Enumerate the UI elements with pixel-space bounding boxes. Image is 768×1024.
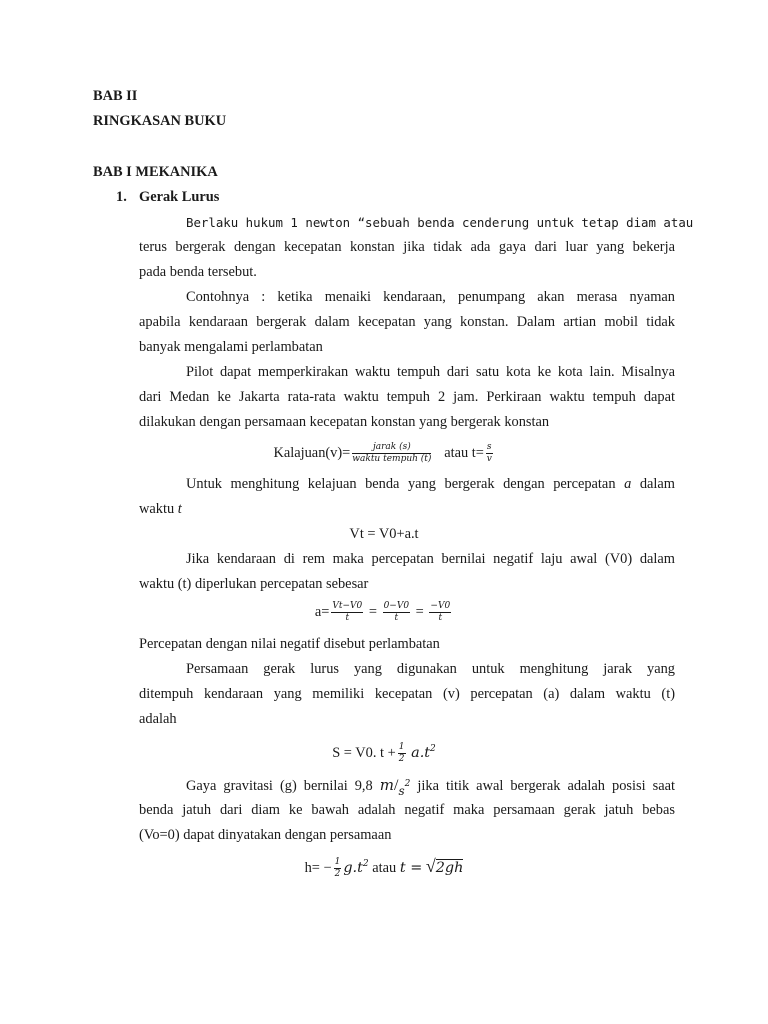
paragraph-8-text-a: Gaya gravitasi (g) bernilai 9,8: [186, 777, 373, 794]
time-fraction-numerator: s: [486, 442, 492, 453]
speed-fraction-denominator: waktu tempuh (t): [352, 454, 432, 465]
acceleration-fraction-1: [331, 602, 363, 623]
paragraph-2-line-3: banyak mengalami perlambatan: [139, 339, 323, 355]
paragraph-3-line-3: dilakukan dengan persamaan kecepatan konstan yang bergerak konstan: [139, 414, 550, 430]
distance-half-numerator: 1: [398, 741, 405, 752]
gravity-unit-s: s: [398, 783, 405, 798]
paragraph-8-text-b: jika titik awal bergerak adalah posisi saat: [417, 777, 675, 794]
square-root-icon: √: [425, 855, 436, 876]
summary-heading: RINGKASAN BUKU: [93, 113, 227, 129]
subsection-number: 1.: [116, 189, 127, 205]
paragraph-4-line-1: [186, 472, 675, 497]
paragraph-1-line-3: pada benda tersebut.: [139, 264, 257, 280]
paragraph-8-line-2: benda jatuh dari diam ke bawah adalah negatif maka persamaan gerak jatuh bebas: [139, 802, 675, 818]
acceleration-equation: [0, 600, 768, 625]
distance-exponent: 2: [430, 744, 436, 754]
time-fraction: [486, 443, 493, 464]
distance-term: a.t: [411, 744, 431, 761]
free-fall-or: atau: [372, 859, 397, 876]
paragraph-7-line-3: adalah: [139, 711, 177, 727]
gravity-unit-exponent: 2: [404, 779, 411, 789]
paragraph-4-variable-t: t: [177, 501, 182, 517]
paragraph-8-line-3: (Vo=0) dapat dinyatakan dengan persamaan: [139, 827, 392, 843]
paragraph-7-line-2: ditempuh kendaraan yang memiliki kecepatan (v) percepatan (a) dalam waktu (t): [139, 686, 675, 702]
chapter-heading: BAB II: [93, 88, 138, 104]
speed-equation-prefix: Kalajuan(v)=: [273, 445, 351, 461]
free-fall-prefix: h= −: [304, 859, 332, 876]
speed-fraction-numerator: jarak (s): [352, 443, 431, 454]
section-heading: BAB I MEKANIKA: [93, 164, 218, 180]
free-fall-term: g.t: [343, 859, 363, 876]
distance-equation: [0, 737, 768, 766]
acceleration-fraction-1-numerator: Vt−V0: [332, 601, 363, 612]
acceleration-equals-2: =: [415, 604, 424, 620]
acceleration-fraction-3: [429, 602, 451, 623]
paragraph-4-text-b: dalam: [639, 476, 675, 492]
paragraph-7-line-1: Persamaan gerak lurus yang digunakan untuk menghitung jarak yang: [186, 661, 675, 677]
gravity-unit-m: m: [379, 775, 394, 794]
paragraph-8-line-1: Gaya gravitasi (g) bernilai 9,8 $m/_s^2$ jika titik awal bergerak adalah posisi saat: [186, 775, 675, 798]
acceleration-fraction-1-denominator: t: [345, 613, 350, 624]
acceleration-fraction-2-denominator: t: [394, 613, 399, 624]
distance-half-denominator: 2: [398, 753, 405, 764]
paragraph-4-variable-a: a: [624, 476, 632, 492]
acceleration-fraction-2: [383, 602, 411, 623]
paragraph-4-text-c: waktu: [139, 501, 175, 517]
paragraph-4-line-2: [139, 497, 182, 522]
paragraph-6: Percepatan dengan nilai negatif disebut perlambatan: [139, 636, 440, 652]
speed-equation: [0, 441, 768, 466]
paragraph-1-line-2: terus bergerak dengan kecepatan konstan jika tidak ada gaya dari luar yang bekerja: [139, 239, 675, 255]
paragraph-3-line-1: Pilot dapat memperkirakan waktu tempuh dari satu kota ke kota lain. Misalnya: [186, 364, 675, 380]
free-fall-t-equals: t =: [399, 859, 423, 876]
free-fall-exponent: 2: [362, 859, 369, 869]
acceleration-fraction-3-denominator: t: [438, 613, 443, 624]
paragraph-2-line-1: Contohnya : ketika menaiki kendaraan, penumpang akan merasa nyaman: [186, 289, 675, 305]
free-fall-half-numerator: 1: [334, 856, 341, 867]
acceleration-fraction-3-numerator: −V0: [430, 601, 451, 612]
acceleration-equals-1: =: [368, 604, 377, 620]
free-fall-half-fraction: [334, 858, 342, 879]
free-fall-half-denominator: 2: [334, 868, 341, 879]
speed-fraction: [352, 443, 431, 464]
distance-equation-prefix: S = V0. t +: [332, 744, 396, 761]
acceleration-equation-prefix: a=: [314, 604, 330, 620]
paragraph-5-line-1: Jika kendaraan di rem maka percepatan bernilai negatif laju awal (V0) dalam: [186, 551, 675, 567]
free-fall-equation: [0, 852, 768, 881]
speed-equation-or: atau t=: [444, 445, 484, 461]
paragraph-3-line-2: dari Medan ke Jakarta rata-rata waktu tempuh 2 jam. Perkiraan waktu tempuh dapat: [139, 389, 675, 405]
paragraph-4-text-a: Untuk menghitung kelajuan benda yang bergerak dengan percepatan: [186, 476, 616, 492]
paragraph-5-line-2: waktu (t) diperlukan percepatan sebesar: [139, 576, 369, 592]
paragraph-1-line-1: Berlaku hukum 1 newton “sebuah benda cenderung untuk tetap diam atau: [186, 215, 694, 230]
paragraph-2-line-2: apabila kendaraan bergerak dalam kecepatan yang konstan. Dalam artian mobil tidak: [139, 314, 675, 330]
subsection-title: Gerak Lurus: [139, 189, 220, 205]
distance-half-fraction: [398, 743, 406, 764]
velocity-equation: Vt = V0+a.t: [349, 526, 419, 542]
time-fraction-denominator: v: [486, 454, 492, 465]
acceleration-fraction-2-numerator: 0−V0: [383, 601, 410, 612]
free-fall-radicand: 2gh: [435, 859, 464, 876]
